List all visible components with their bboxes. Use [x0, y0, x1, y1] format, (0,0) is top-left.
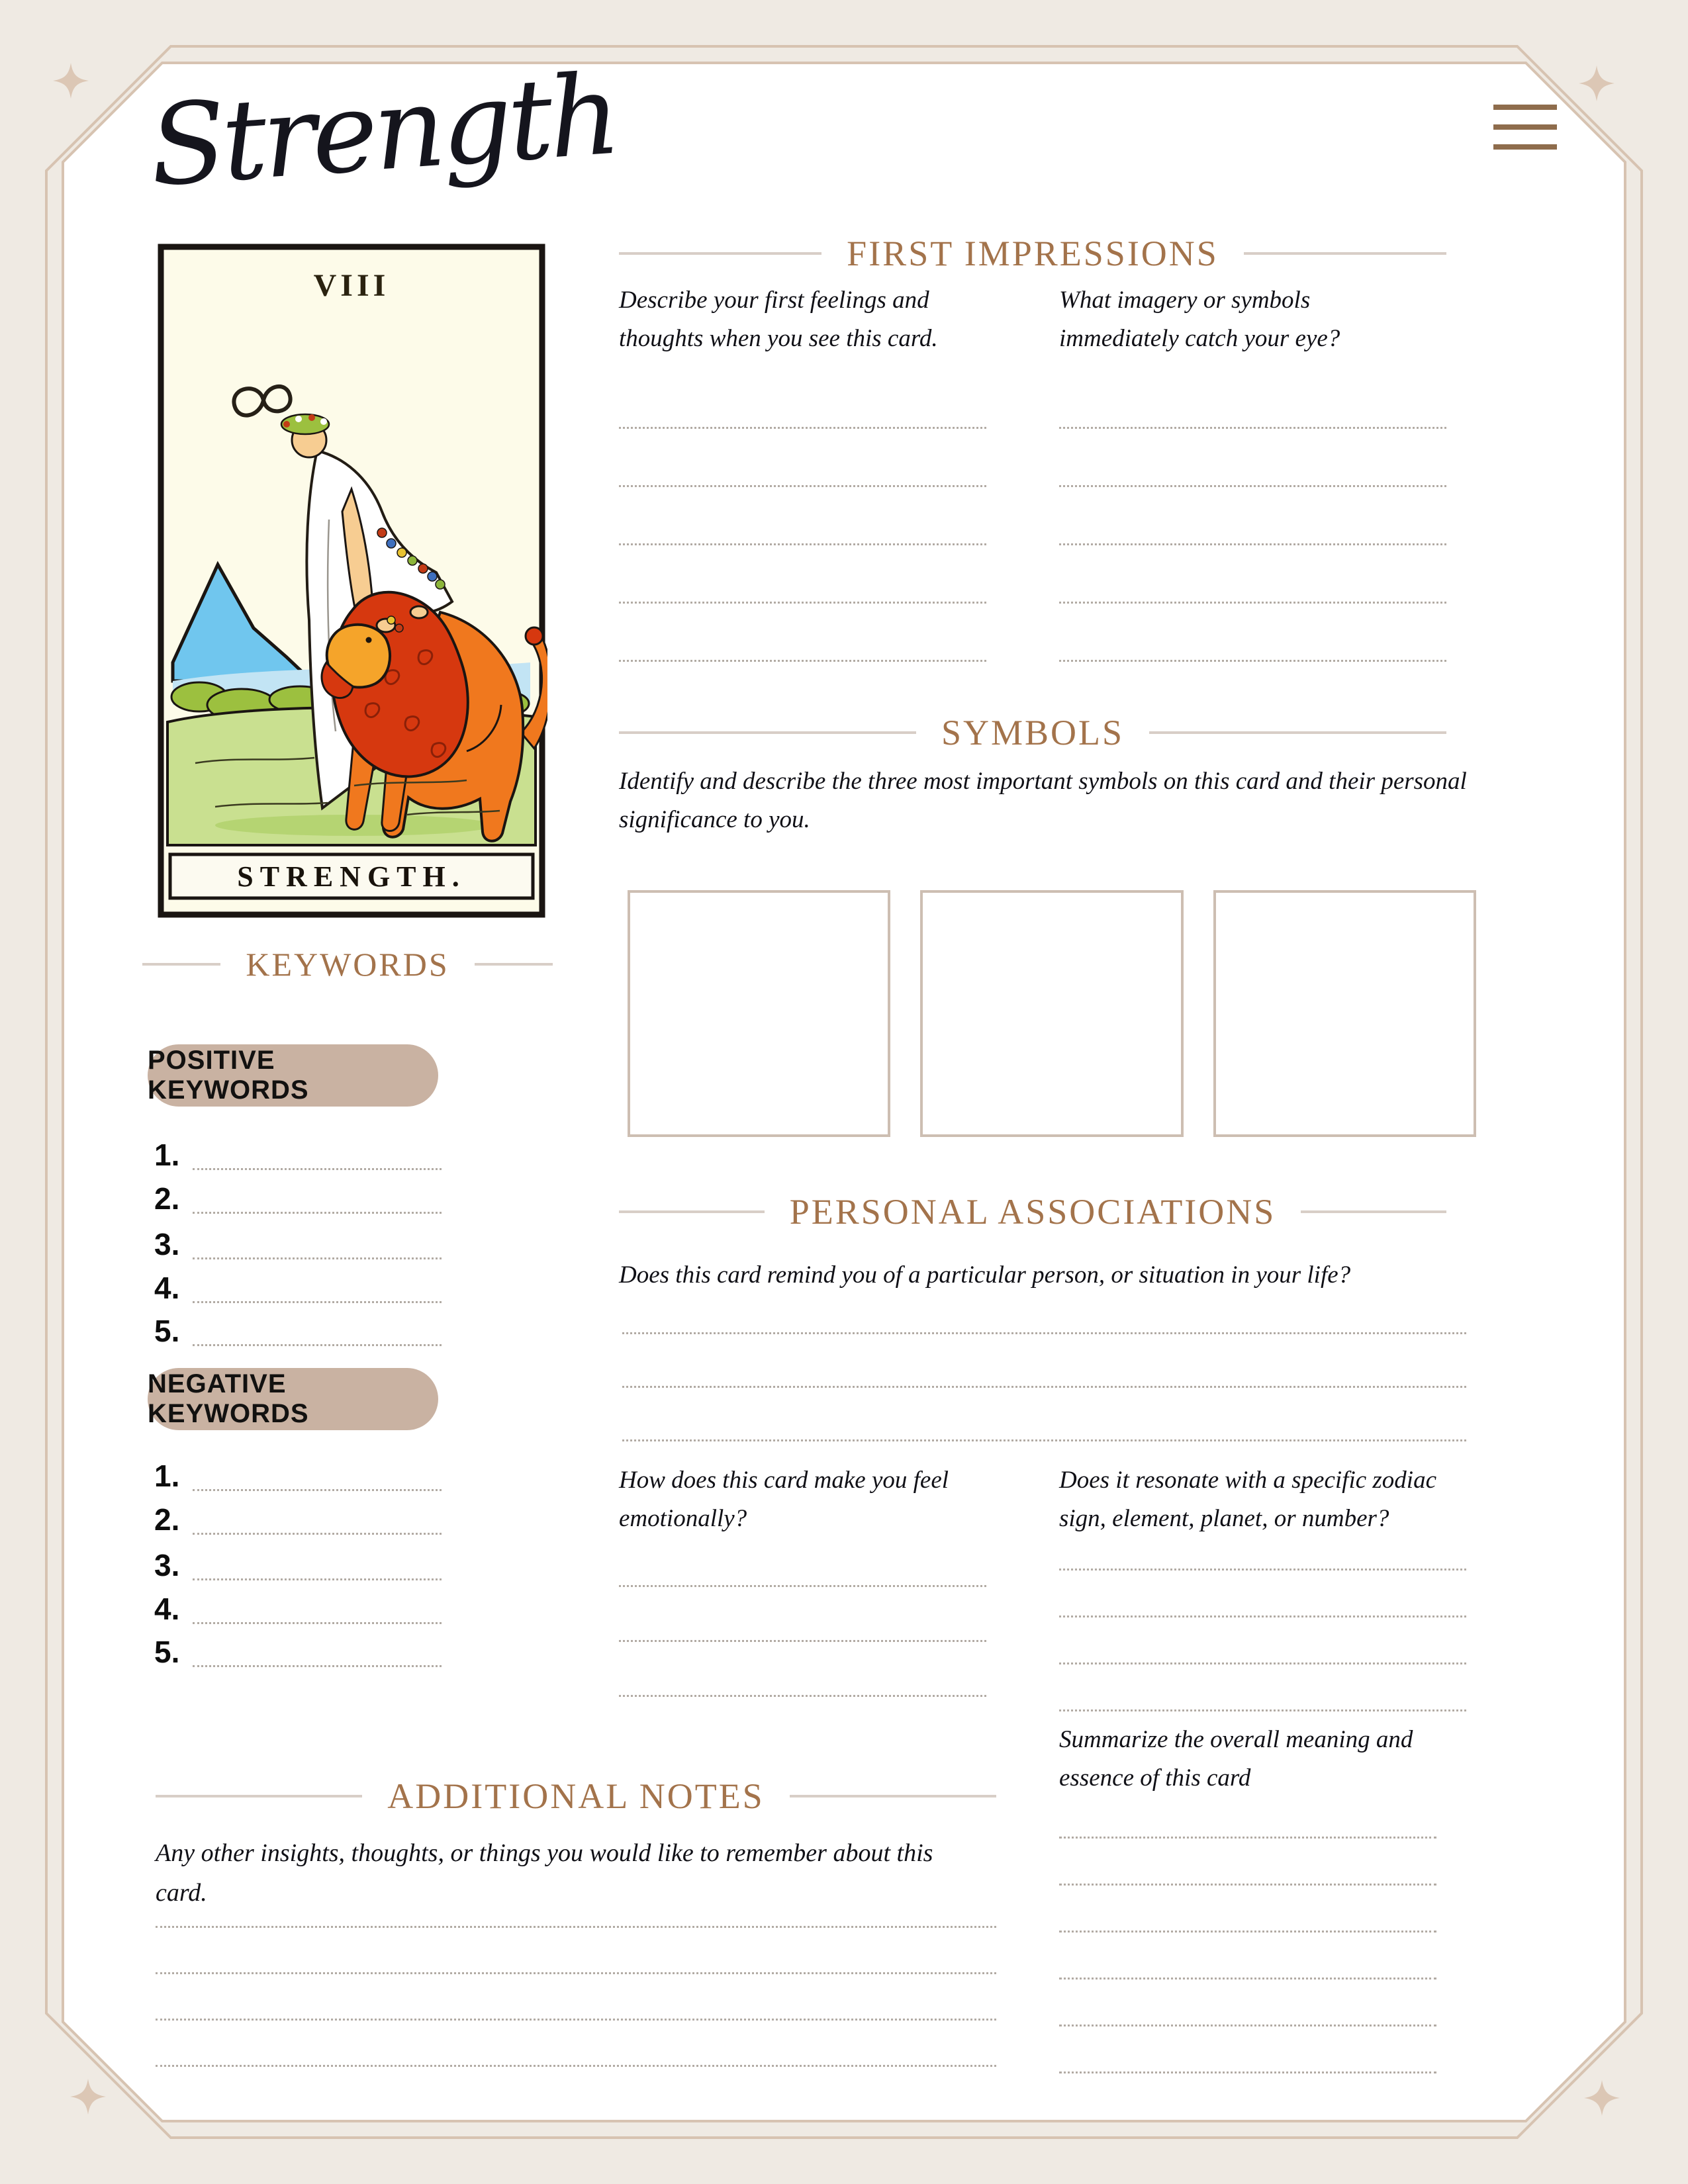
card-label: STRENGTH.: [237, 860, 466, 893]
writing-line[interactable]: [193, 1498, 442, 1535]
writing-line[interactable]: [193, 1455, 442, 1491]
writing-line[interactable]: [1059, 487, 1446, 545]
writing-line[interactable]: [193, 1631, 442, 1667]
title-rule: [475, 963, 553, 966]
writing-line[interactable]: [619, 604, 986, 662]
writing-line[interactable]: [622, 1334, 1466, 1388]
first-impressions-left-prompt: Describe your first feelings and thoughts when you see this card.: [619, 287, 938, 353]
row-number: 5.: [154, 1314, 180, 1348]
writing-line[interactable]: [619, 371, 986, 429]
writing-line[interactable]: [1059, 1792, 1436, 1839]
badge-label: POSITIVE KEYWORDS: [148, 1046, 309, 1105]
positive-keyword-row: [154, 1179, 442, 1214]
page-title: Strength: [145, 49, 621, 212]
writing-line[interactable]: [1059, 2026, 1436, 2073]
writing-line[interactable]: [619, 1642, 986, 1697]
strength-tarot-card: [156, 242, 547, 920]
writing-line[interactable]: [193, 1310, 442, 1346]
writing-line[interactable]: [1059, 1886, 1436, 1933]
menu-bar: [1493, 144, 1557, 150]
title-rule: [1244, 252, 1446, 255]
writing-line[interactable]: [193, 1544, 442, 1580]
title-rule: [790, 1795, 996, 1797]
writing-line[interactable]: [619, 429, 986, 487]
writing-line[interactable]: [156, 2021, 996, 2067]
writing-line[interactable]: [193, 1267, 442, 1303]
writing-line[interactable]: [193, 1588, 442, 1624]
section-keywords-title: [142, 945, 553, 983]
title-rule: [1301, 1210, 1446, 1213]
menu-bar: [1493, 124, 1557, 130]
writing-line[interactable]: [622, 1388, 1466, 1441]
personal-associations-prompt: Does this card remind you of a particular person, or situation in your life?: [619, 1261, 1351, 1289]
section-heading: KEYWORDS: [246, 946, 449, 983]
writing-line[interactable]: [619, 1587, 986, 1642]
writing-line[interactable]: [193, 1223, 442, 1259]
section-symbols-title: [619, 712, 1446, 753]
positive-keyword-row: [154, 1136, 442, 1170]
row-number: 3.: [154, 1548, 180, 1582]
title-rule: [156, 1795, 362, 1797]
writing-line[interactable]: [156, 1974, 996, 2021]
symbol-box-2[interactable]: [920, 890, 1184, 1137]
title-rule: [619, 731, 916, 734]
section-first-impressions-title: [619, 233, 1446, 274]
writing-line[interactable]: [1059, 1839, 1436, 1886]
negative-keywords-badge: [148, 1368, 438, 1430]
writing-line[interactable]: [1059, 1570, 1466, 1617]
writing-line[interactable]: [1059, 1664, 1466, 1711]
additional-notes-prompt: Any other insights, thoughts, or things you would like to remember about this card.: [156, 1839, 933, 1907]
sparkle-icon: [1579, 66, 1615, 101]
positive-keyword-row: [154, 1225, 442, 1259]
additional-notes-lines: [156, 1882, 996, 2067]
title-rule: [142, 963, 220, 966]
emotional-lines: [619, 1532, 986, 1697]
row-number: 4.: [154, 1271, 180, 1305]
title-rule: [619, 252, 821, 255]
symbol-box-1[interactable]: [628, 890, 890, 1137]
summary-prompt: Summarize the overall meaning and essence of this card: [1059, 1726, 1413, 1792]
positive-keywords-badge: [148, 1044, 438, 1107]
section-heading: FIRST IMPRESSIONS: [847, 234, 1219, 273]
row-number: 4.: [154, 1592, 180, 1626]
writing-line[interactable]: [1059, 1617, 1466, 1664]
hamburger-menu-icon[interactable]: [1493, 105, 1557, 152]
writing-line[interactable]: [193, 1177, 442, 1214]
writing-line[interactable]: [1059, 1933, 1436, 1979]
section-heading: PERSONAL ASSOCIATIONS: [789, 1192, 1276, 1232]
negative-keyword-row: [154, 1500, 442, 1535]
first-impressions-left-lines: [619, 371, 986, 662]
section-heading: ADDITIONAL NOTES: [387, 1776, 765, 1816]
section-personal-associations-title: [619, 1191, 1446, 1232]
row-number: 2.: [154, 1181, 180, 1216]
personal-associations-lines: [622, 1281, 1466, 1441]
symbol-box-3[interactable]: [1213, 890, 1476, 1137]
section-additional-notes-title: [156, 1776, 996, 1817]
row-number: 3.: [154, 1227, 180, 1261]
writing-line[interactable]: [156, 1928, 996, 1974]
symbols-prompt: Identify and describe the three most important symbols on this card and their personal significance to you.: [619, 768, 1467, 834]
title-rule: [619, 1210, 765, 1213]
writing-line[interactable]: [1059, 1524, 1466, 1570]
summary-lines: [1059, 1792, 1436, 2073]
first-impressions-right-lines: [1059, 371, 1446, 662]
badge-label: NEGATIVE KEYWORDS: [148, 1369, 309, 1428]
writing-line[interactable]: [193, 1134, 442, 1170]
writing-line[interactable]: [619, 545, 986, 604]
positive-keyword-row: [154, 1269, 442, 1303]
menu-bar: [1493, 105, 1557, 110]
writing-line[interactable]: [619, 487, 986, 545]
negative-keyword-row: [154, 1633, 442, 1667]
sparkle-icon: [1584, 2080, 1620, 2116]
title-rule: [1149, 731, 1446, 734]
negative-keyword-row: [154, 1457, 442, 1491]
row-number: 5.: [154, 1635, 180, 1669]
emotional-prompt: How does this card make you feel emotionally?: [619, 1467, 949, 1533]
positive-keyword-row: [154, 1312, 442, 1346]
writing-line[interactable]: [619, 1532, 986, 1587]
zodiac-lines: [1059, 1524, 1466, 1711]
sparkle-icon: [70, 2079, 106, 2115]
writing-line[interactable]: [622, 1281, 1466, 1334]
negative-keyword-row: [154, 1590, 442, 1624]
section-heading: SYMBOLS: [941, 713, 1125, 752]
writing-line[interactable]: [1059, 604, 1446, 662]
row-number: 2.: [154, 1502, 180, 1537]
hand: [410, 606, 428, 618]
writing-line[interactable]: [1059, 545, 1446, 604]
card-numeral: VIII: [313, 268, 390, 303]
writing-line[interactable]: [1059, 371, 1446, 429]
negative-keyword-row: [154, 1546, 442, 1580]
writing-line[interactable]: [156, 1882, 996, 1928]
sparkle-icon: [53, 63, 89, 99]
writing-line[interactable]: [1059, 1979, 1436, 2026]
row-number: 1.: [154, 1138, 180, 1172]
writing-line[interactable]: [1059, 429, 1446, 487]
row-number: 1.: [154, 1459, 180, 1493]
first-impressions-right-prompt: What imagery or symbols immediately catch your eye?: [1059, 287, 1340, 353]
zodiac-prompt: Does it resonate with a specific zodiac sign, element, planet, or number?: [1059, 1467, 1436, 1533]
